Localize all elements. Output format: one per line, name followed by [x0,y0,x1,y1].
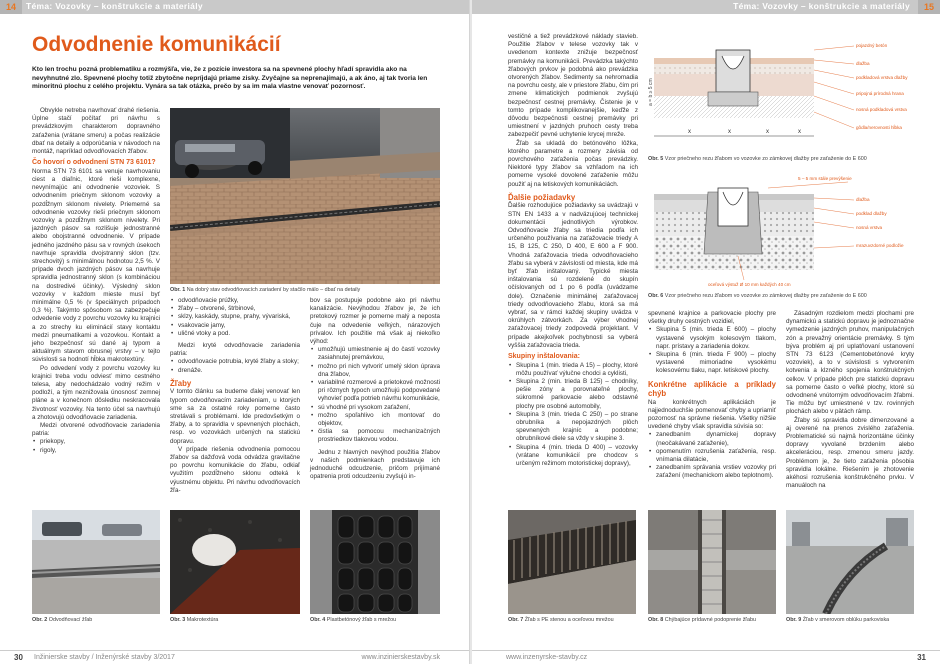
list [32,438,160,454]
figure-text: Žľab s PE stenou a oceľovou mrežou [524,617,614,623]
figure-number: Obr. 7 [508,617,524,623]
column-5 [648,310,776,481]
paragraph: Norma STN 73 6101 sa venuje navrhovaniu ciest a diaľnic, ktoré rieši komplexne, nevynímajúc ani odvodnenie vozoviek. S odvodnením priečnym sklonom vozovky a pozdĺžnym sklonom nivelety. Priemerné sa odvodnenie vozovky rieši priečnym sklonom vozovky a pozdĺžnym sklonom nivelety. Pri jazdných pásov sa rozlišuje jednostranné alebo obojstranné odvodnenie. V prípade jedného jazdného pásu sa v rovných úsekoch navrhuje spravidla dvojstranný sklon (tzv. strechovitý) s minimálnou hodnotou 2,5 %. V prípade dvoch jazdných pásov sa navrhuje spravidla jednostranný sklon (s kombináciou na dostredivé účinky). Výsledný sklon vozovky v každom mieste musí byť minimálne 0,5 % (v špeciálnych prípadoch 0,3 %). Takýmto spôsobom sa zabezpečuje odvedenie vody z povrchu vozovky ku krajnici a zo strechy ku eliminácií stavy kontaktu medzi pneumatikami a vozovkou. Kontakt a jeho bezpečnosť sú dané aj typom a aktuálnym stavom obrusnej vrstvy – v tejto súvislosti sa hodnotí hĺbka makrotextúry. [32,167,160,364]
article-lead: Kto len trochu pozná problematiku a rozmýšľa, vie, že z pozície investora sa na spevnené plochy hľadí spravidla ako na nevyhnutné zlo. Spevnené plochy totiž zbytočne nepríjdajú priame zisky. Zvyčajne sa neprenajímajú, a ak áno, aj tak tvoria len minoritnú plochu z celého projektu. Vynára sa tak otázka, prečo by sa im mala vlastne venovať pozornosť. [32,66,428,90]
list-item: • drenáže. [170,367,300,375]
section-heading: Čo hovorí o odvodnení STN 73 6101? [32,159,156,167]
right-page [472,0,940,664]
column-6 [786,310,914,490]
photo-drain-curve [786,510,914,614]
list-item: • Skupina 1 (min. trieda A 15) – plochy, ktoré môžu používať výlučne chodci a cyklisti, [508,362,638,378]
list [648,431,776,480]
journal-name: Inžinierske stavby / Inženýrské stavby 3/2017 [34,654,175,661]
list-item: • zanedbaním dynamickej dopravy (neočakávané zaťaženie), [648,431,776,447]
figure-text: Vzor priečneho rezu žľabom vo vozovke zo zámkovej dlažby pre zaťaženie do E 600 [664,156,867,162]
figure-caption [170,617,300,624]
figure-caption [310,617,440,624]
column-4 [508,33,638,468]
diagram-cross-section-2 [648,174,914,292]
diagram-label: 5 – 5 mm stále prevýšenie [798,176,852,181]
list-item: • čistia sa pomocou mechanizačných prostriedkov tlakovou vodou. [310,428,440,444]
section-heading: Konkrétne aplikácie a príklady chýb [648,379,776,399]
photo-missing-support [648,510,776,614]
list [648,326,776,375]
paragraph: bov sa postupuje podobne ako pri návrhu kanalizácie. Nevýhodou žľabov je, že ich pretokový rozmer je pomerne malý a neposta čuje na odvedenie veľkých, nárazových prívalov. Ich použitie má však aj niekoľko výhod: [310,297,440,346]
figure-text: Makrotextúra [186,617,219,623]
figure-number: Obr. 6 [648,293,664,299]
diagram-label: nosná vrstva [856,225,883,230]
paragraph: V prípade riešenia odvodnenia pomocou žľabov sa dažďová voda odvádza gravitačne po povrchu komunikácie do žľabu, odkiaľ využitím pozdĺžneho sklonu odteká k výustnému objektu. Pri návrhu odvodňovacích žľa- [170,445,300,494]
list [508,362,638,469]
photo-polymer-drain-grate [310,510,440,614]
paragraph: Zásadným rozdielom medzi plochami pre dynamickú a statickú dopravu je jednoznačne vymedzenie jazdných pruhov, manipulačných zón a prevažný orientácie premávky. S tým býva problém aj pri uplatňovaní ustanovení STN 73 6123 (Cementobetónové kryty vozoviek), a to v súvislosti s vytvorením kotvenia a klzného spojenia konštrukčných celkov. V prípade plôch pre statickú dopravu sa pomerne často o veľké plochy, ktoré sú odvodnené vnútorným odvodňovacím žľabmi. Tie môžu byť umiestnené v tzv. rovinných plochách alebo v pätách rámp. [786,310,914,416]
article-title: Odvodnenie komunikácií [32,33,281,56]
list-item: • opomenutím rozrušenia zaťaženia, resp. vnímania dilatácie, [648,448,776,464]
dim-label: x [728,129,731,135]
diagram-label: mrazuvzdorné podložie [856,243,904,248]
paragraph: Medzi otvorené odvodňovacie zariadenia patria: [32,422,160,438]
figure-text: Odvodňovací žľab [48,617,93,623]
list-item: • Skupina 4 (min. trieda D 400) – vozovky (vrátane komunikácií pre chodcov s určeným režimom motoristickej dopravy), [508,444,638,469]
section-heading: Žľaby [170,378,192,388]
section-heading: Skupiny inštalovania: [508,353,580,361]
paragraph: V tomto článku sa budeme ďalej venovať len typom odvodňovacím zariadeniam, u ktorých sme sa za ostatné roky pomerne často stretávali s problémami. Ide predovšetkým o žľaby, a to spravidla v spevnených plochách, resp. vo vozovkách určených na statickú dopravu. [170,388,300,445]
paragraph: Po odvedení vody z povrchu vozovky ku krajnici treba vodu odviesť mimo cestného telesa, aby nedochádzalo vodný režim v podloží, a tým neznižovala únosnosť zemnej pláne a v konečnom dôsledku neskracovala životnosť vozovky. Na tento účel sa navrhujú a zhotovujú odvodňovacie zariadenia. [32,364,160,421]
column-2 [170,297,300,495]
journal-url: www.inzenyrske-stavby.cz [506,654,588,661]
list-item: • odvodňovacie potrubia, kryté žľaby a stoky; [170,358,300,366]
diagram-label: podkladová vrstva dlažby [856,75,908,80]
diagram-label: podklad dlažby [856,211,887,216]
column-3 [310,297,440,481]
list-item: • sklzy, kaskády, stupne, prahy, vývariská, [170,313,300,321]
header-topic: Téma: Vozovky – konštrukcie a materiály [26,1,203,11]
figure-number: Obr. 2 [32,617,48,623]
figure-caption [508,617,636,624]
photo-drain-channel [32,510,160,614]
diagram-label: nosná podkladová vrstva [856,107,907,112]
header-bar [0,0,470,14]
footer-bar [472,650,940,664]
figure-caption [170,287,440,294]
figure-caption [648,617,776,624]
figure-caption [32,617,160,624]
paragraph: Medzi kryté odvodňovacie zariadenia patria: [170,342,300,358]
photo-pe-drain [508,510,636,614]
journal-url: www.inzinierskestavby.sk [361,654,440,661]
figure-number: Obr. 5 [648,156,664,162]
photo-parking-drain [170,108,440,284]
list-item: • priekopy, [32,438,160,446]
figure-number: Obr. 4 [310,617,326,623]
list-item: • možno pri nich vytvoriť umelý sklon úprava dna žľabov, [310,363,440,379]
footer-bar [0,650,470,664]
list [170,358,300,374]
paragraph: Žľab sa ukladá do betónového lôžka, ktorého parametre a rozmery závisia od povrchového zaťaženia počas prevádzky. Niektoré typy žľabov sa vzhľadom na ich pomerne vysoké dovolené zaťaženie môžu použiť aj na letiskových komunikáciách. [508,139,638,188]
list-item: • Skupina 6 (min. trieda F 900) – plochy vystavené mimoriadne vysokému kolesovému tlaku, napr. letiskové plochy. [648,351,776,376]
list-item: • možno spoľahlivo ich montovať do objektov, [310,412,440,428]
list-item: • Skupina 5 (min. trieda E 600) – plochy vystavené vysokým kolesovým tlakom, napr. prístavy a zariadenia dokov. [648,326,776,351]
diagram-label: dlažba [856,61,870,66]
paragraph: Na konkrétnych aplikáciách je najjednoduchšie pomenovať chyby a upriamiť pozornosť na správne riešenia. Všetky nižšie uvedené chyby však spravidla súvisia so: [648,398,776,431]
list-item: • sú vhodné pri vysokom zaťažení, [310,404,440,412]
figure-text: Plastbetónový žľab s mrežou [326,617,397,623]
list-item: • variabilné rozmerové a prietokové možnosti pri rôznych typoch umožňujú podpovedané vyhovieť podľa potrieb návrhu komunikácie, [310,379,440,404]
list [310,346,440,444]
column-1 [32,107,160,455]
list-item: • odvodňovacie prúžky, [170,297,300,305]
photo-macrotexture [170,510,300,614]
list-item: • žľaby – otvorené, štrbinové, [170,305,300,313]
paragraph: Žľaby sú spravidla dobre dimenzované a aj overené na prenos zvislého zaťaženia. Problematické sú najmä horizontálne účinky dopravy vyvolané brzdením alebo akceleráciou, resp. zmenou smeru jazdy. Problémom je, že tieto zaťaženia pôsobia spravidla lokálne. Riešením je zhotovenie akéhosi rozrušenia konštrukčného prvku. V manuáloch na [786,416,914,490]
diagram-cross-section-1 [648,36,914,154]
paragraph: Ďalšie rozhodujúce požiadavky sa uvádzajú v STN EN 1433 a v nadväzujúcej technickej dokumentácii jednotlivých výrobkov. Odvodňovacie žľaby sa triedia podľa ich určeného používania na zaťažovacie triedy A 15, B 125, C 250, D 400, E 600 a F 900. Vhodná zaťažovacia trieda odvodňovacieho žľabu sa vyberá v závislosti od miesta, kde má byť žľab inštalovaný. Typické miesta inštalovania sú rozdelené do skupín očíslovaných od 1 po 6 podľa (uvádzame dole). Označenie minimálnej zaťažovacej triedy odvodňovacieho žľabu, ktorá sa má vybrať, sa v rámci každej skupiny uvádza v okrúhlych zátvorkách. Za výber vhodnej zaťažovacej triedy zodpovedá projektant. V prípade akejkoľvek pochybnosti sa vyberá vyššia zaťažovacia trieda. [508,202,638,349]
diagram-label: pojazdný betón [856,43,888,48]
paragraph: vestičné a tiež prevádzkové náklady stavieb. Použitie žľabov v telese vozovky tak v uvedenom kontexte znižuje bezpečnosť premávky na komunikácii. Prevádzka takýchto žľabových prvkov je podobná ako prevádzka otvorených žľabov. Sedimenty sa nehromadia na povrchu cesty, ale v priestore žľabu, čím pri zmene klimatických podmienok zvyšujú bezpečnosť cestnej premávky. Čistenie je v tomto prípade komplikovanejšie, keďže z dôvodu bezpečnosti cestnej premávky pri umiestnení v jazdných pruhoch cesty treba zabezpečiť pevné uchytenie krycej mreže. [508,33,638,139]
diagram-label: oceľová výstuž Ø 10 mm každých 40 cm [708,282,791,287]
diagram-label: pripojná prírodná hrana [856,91,904,96]
figure-number: Obr. 9 [786,617,802,623]
paragraph: Obvykle netreba navrhovať drahé riešenia. Úplne stačí počítať pri návrhu s prevádzkovým charakterom dopravného zaťaženia (vrátane smeru) a počas realizácie dbať na detaily a odporúčania v návodoch na montáž, napríklad odvodňovacích žľabov. [32,107,160,156]
page-tag: 15 [918,0,940,14]
figure-text: Vzor priečneho rezu žľabom vo vozovke zo zámkovej dlažby pre zaťaženie do E 600 [664,293,867,299]
figure-number: Obr. 1 [170,287,186,293]
dim-label: x [688,129,691,135]
figure-caption [648,293,914,300]
figure-text: Žľab v smerovom oblúku parkoviska [802,617,890,623]
paragraph: Jednu z hlavných nevýhod použitia žľabov v našich podmienkach predstavuje ich jednoduché odcudzenie, pričom prijímané opatrenia proti odcudzeniu zvyšujú in- [310,448,440,481]
figure-text: Na dobrý stav odvodňovacích zariadení by stačilo málo – dbať na detaily [186,287,361,293]
diagram-label: gôdla/nerovnosti hĺbka [856,125,902,130]
figure-number: Obr. 3 [170,617,186,623]
figure-text: Chýbajúce prídavné podoprenie žľabu [664,617,756,623]
figure-caption [786,617,914,624]
paragraph: spevnené krajnice a parkovacie plochy pre všetky druhy cestných vozidiel, [648,310,776,326]
list-item: • vsakovacie jamy, [170,322,300,330]
page-number: 30 [14,653,23,662]
page-number: 31 [917,653,926,662]
diagram-label: dlažba [856,197,870,202]
list-item: • Skupina 3 (min. trieda C 250) – po strane obrubníka a nepojazdných plôch spevnených krajníc a podobne; obrubníkové diele sa vždy v skupine 3. [508,411,638,444]
section-heading: Ďalšie požiadavky [508,192,576,202]
header-topic: Téma: Vozovky – konštrukcie a materiály [733,1,910,11]
dim-label-side: a = b ≥ 5 cm [648,78,654,106]
list-item: • umožňujú umiestnenie aj do častí vozovky zasiahnutej premávkou, [310,346,440,362]
list-item: • uličné vtoky a pod. [170,330,300,338]
page-tag: 14 [0,0,22,14]
list-item: • rigoly, [32,447,160,455]
list [170,297,300,338]
dim-label: x [798,129,801,135]
dim-label: x [766,129,769,135]
figure-caption [648,156,914,163]
list-item: • Skupina 2 (min. trieda B 125) – chodníky, pešie zóny a porovnateľné plochy, súkromné parkovacie alebo odstavné plochy pre osobné automobily, [508,378,638,411]
list-item: • zanedbaním správania vrstiev vozovky pri zaťažení (mechanickom alebo teplotnom). [648,464,776,480]
figure-number: Obr. 8 [648,617,664,623]
header-bar [472,0,940,14]
